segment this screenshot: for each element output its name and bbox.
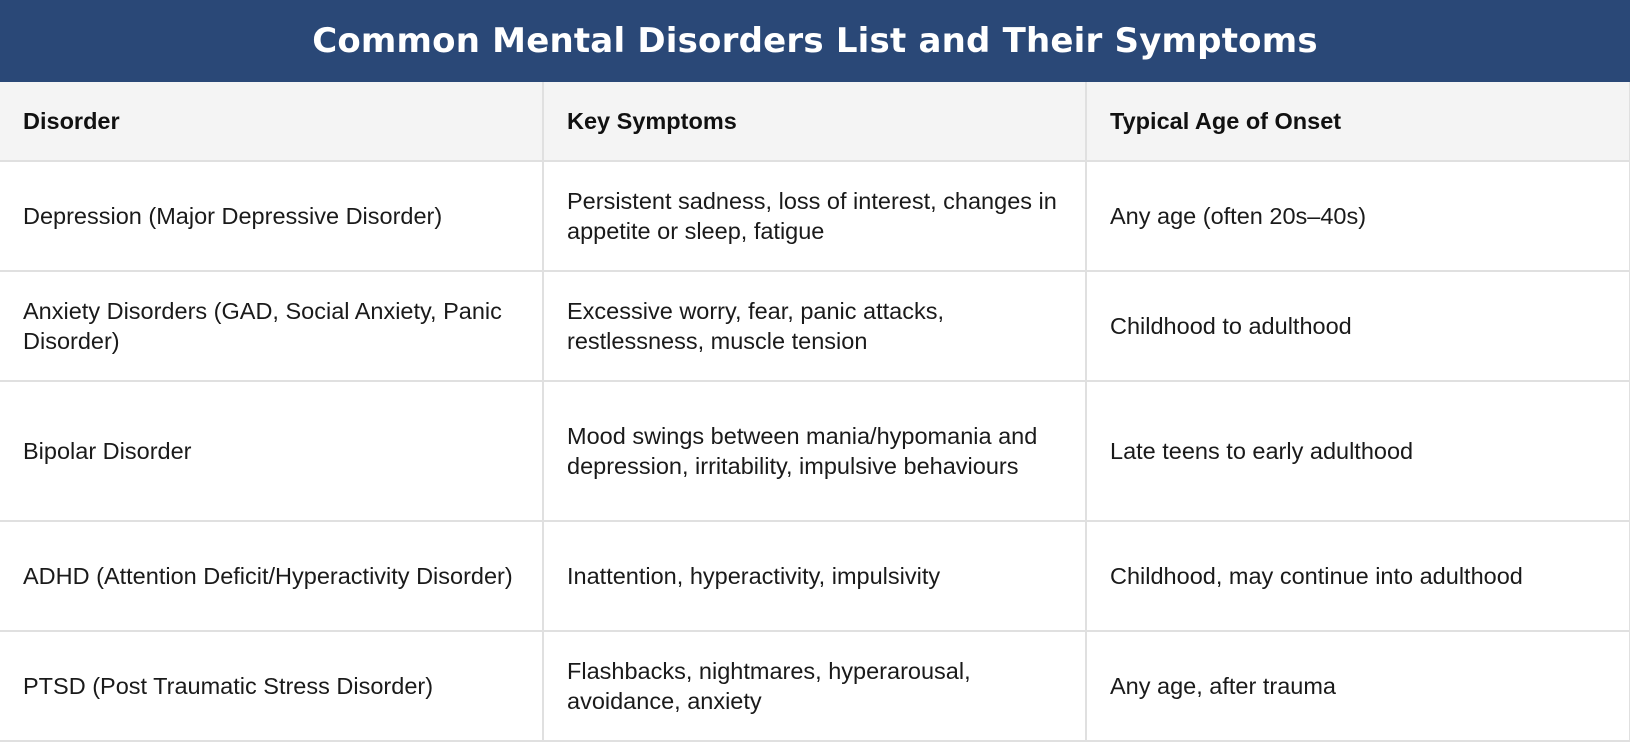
cell-disorder: Depression (Major Depressive Disorder) (0, 161, 543, 271)
cell-disorder: ADHD (Attention Deficit/Hyperactivity Disorder) (0, 521, 543, 631)
column-header-age-of-onset: Typical Age of Onset (1086, 82, 1630, 161)
cell-symptoms: Inattention, hyperactivity, impulsivity (543, 521, 1086, 631)
cell-onset: Any age (often 20s–40s) (1086, 161, 1630, 271)
cell-disorder: Anxiety Disorders (GAD, Social Anxiety, Panic Disorder) (0, 271, 543, 381)
column-header-key-symptoms: Key Symptoms (543, 82, 1086, 161)
cell-onset: Childhood to adulthood (1086, 271, 1630, 381)
cell-onset: Any age, after trauma (1086, 631, 1630, 741)
cell-onset: Childhood, may continue into adulthood (1086, 521, 1630, 631)
cell-disorder: PTSD (Post Traumatic Stress Disorder) (0, 631, 543, 741)
title-bar (0, 0, 1630, 82)
page-title: Common Mental Disorders List and Their Symptoms (312, 21, 1318, 61)
table-row (0, 521, 1630, 631)
table-row (0, 271, 1630, 381)
disorders-table (0, 82, 1630, 742)
cell-symptoms: Persistent sadness, loss of interest, changes in appetite or sleep, fatigue (543, 161, 1086, 271)
cell-onset: Late teens to early adulthood (1086, 381, 1630, 521)
table-row (0, 161, 1630, 271)
cell-symptoms: Mood swings between mania/hypomania and depression, irritability, impulsive behaviours (543, 381, 1086, 521)
table-header-row (0, 82, 1630, 161)
cell-symptoms: Excessive worry, fear, panic attacks, restlessness, muscle tension (543, 271, 1086, 381)
cell-symptoms: Flashbacks, nightmares, hyperarousal, avoidance, anxiety (543, 631, 1086, 741)
table-row (0, 631, 1630, 741)
cell-disorder: Bipolar Disorder (0, 381, 543, 521)
column-header-disorder: Disorder (0, 82, 543, 161)
table-row (0, 381, 1630, 521)
